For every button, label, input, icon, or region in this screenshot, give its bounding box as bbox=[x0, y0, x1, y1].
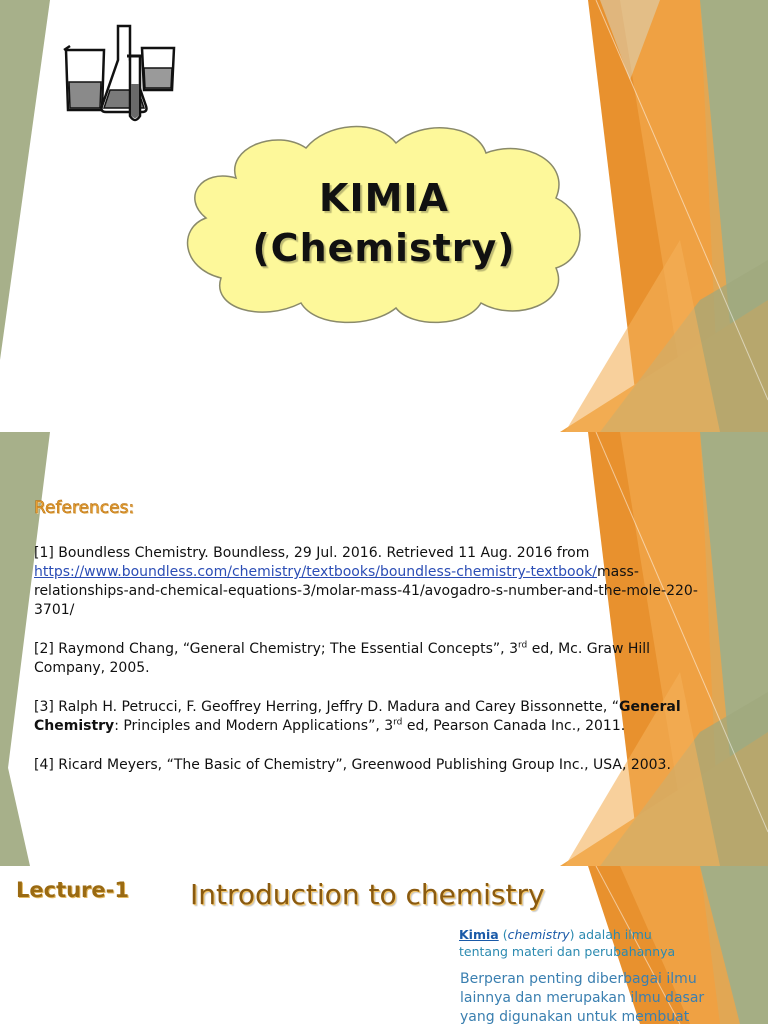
slide-references bbox=[0, 432, 768, 866]
title-kimia: KIMIA bbox=[319, 176, 449, 220]
ref3-text: [3] Ralph H. Petrucci, F. Geoffrey Herring, Jeffry D. Madura and Carey Bissonnette, “ bbox=[34, 699, 620, 715]
lecture-label: Lecture-1 bbox=[16, 878, 129, 902]
reference-2 bbox=[34, 640, 724, 678]
chemistry-term: chemistry bbox=[507, 927, 570, 942]
reference-3 bbox=[34, 698, 724, 736]
ref1-text: [1] Boundless Chemistry. Boundless, 29 Jul. 2016. Retrieved 11 Aug. 2016 from bbox=[34, 545, 590, 561]
reference-4 bbox=[34, 756, 724, 775]
title-chemistry: (Chemistry) bbox=[252, 226, 516, 270]
ref3-bold: General Chemistry bbox=[34, 699, 681, 734]
ref1-text-after: mass-relationships-and-chemical-equations-3/molar-mass-41/avogadro-s-number-and-the-mole-220-3701/ bbox=[34, 564, 698, 618]
ref3-sup: rd bbox=[393, 717, 403, 728]
ref4-text: [4] Ricard Meyers, “The Basic of Chemistry”, Greenwood Publishing Group Inc., USA, 2003. bbox=[34, 757, 671, 773]
def-paren: ( bbox=[498, 927, 508, 942]
ref3-text-mid: : Principles and Modern Applications”, 3 bbox=[114, 718, 394, 734]
references-heading: References: bbox=[34, 498, 135, 518]
lab-glassware-icon bbox=[58, 20, 182, 128]
ref2-sup: rd bbox=[517, 640, 528, 651]
kimia-term: Kimia bbox=[459, 927, 499, 942]
ref1-link[interactable]: https://www.boundless.com/chemistry/textbooks/boundless-chemistry-textbook/ bbox=[34, 564, 598, 580]
intro-title: Introduction to chemistry bbox=[190, 878, 545, 911]
slide-introduction bbox=[0, 866, 768, 1024]
title-cloud-shape bbox=[176, 118, 592, 326]
ref2-text-after: ed, Mc. Graw Hill Company, 2005. bbox=[34, 641, 651, 676]
ref2-text: [2] Raymond Chang, “General Chemistry; The Essential Concepts”, 3 bbox=[34, 641, 518, 657]
ref3-text-after: ed, Pearson Canada Inc., 2011. bbox=[402, 718, 626, 734]
reference-1 bbox=[34, 544, 724, 620]
intro-body-text: Berperan penting diberbagai ilmu lainnya dan merupakan ilmu dasar yang digunakan untuk membuat bbox=[460, 971, 705, 1024]
kimia-definition bbox=[459, 926, 699, 960]
slide-title bbox=[0, 0, 768, 432]
def-text: ) adalah ilmu tentang materi dan perubahannya bbox=[459, 927, 676, 959]
